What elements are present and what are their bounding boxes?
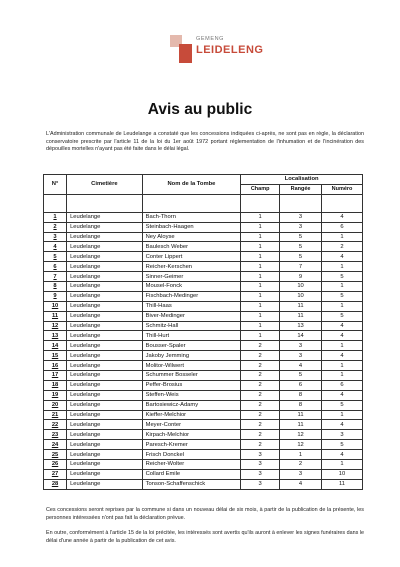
row-champ: 1	[241, 272, 280, 282]
row-number: 27	[44, 469, 67, 479]
row-cemetery: Leudelange	[67, 282, 143, 292]
row-rangee: 11	[280, 420, 322, 430]
row-grave-name: Steinbach-Haagen	[142, 222, 241, 232]
row-numero: 4	[322, 351, 363, 361]
row-cemetery: Leudelange	[67, 361, 143, 371]
row-number: 17	[44, 371, 67, 381]
row-grave-name: Reicher-Wolter	[142, 460, 241, 470]
row-numero: 4	[322, 212, 363, 222]
row-grave-name: Thill-Haas	[142, 301, 241, 311]
row-cemetery: Leudelange	[67, 291, 143, 301]
row-number: 7	[44, 272, 67, 282]
row-grave-name: Baulesch Weber	[142, 242, 241, 252]
row-numero: 5	[322, 291, 363, 301]
logo-mark-icon	[170, 35, 192, 63]
removal-paragraph: En outre, conformément à l'article 15 de la loi précitée, les intéressés sont avertis qu'ils auront à enlever les signes funéraires dans le délai d'une année à partir de la publication de cet avis.	[46, 530, 364, 544]
table-row	[44, 272, 363, 282]
table-row	[44, 460, 363, 470]
row-champ: 2	[241, 361, 280, 371]
row-grave-name: Biver-Medinger	[142, 311, 241, 321]
row-number: 26	[44, 460, 67, 470]
table-row	[44, 311, 363, 321]
row-rangee: 8	[280, 400, 322, 410]
row-cemetery: Leudelange	[67, 430, 143, 440]
table-spacer-row	[44, 194, 363, 212]
row-numero: 5	[322, 272, 363, 282]
row-number: 28	[44, 479, 67, 489]
row-rangee: 5	[280, 232, 322, 242]
row-champ: 3	[241, 450, 280, 460]
row-champ: 1	[241, 311, 280, 321]
row-champ: 1	[241, 282, 280, 292]
row-rangee: 10	[280, 291, 322, 301]
row-champ: 3	[241, 460, 280, 470]
row-rangee: 10	[280, 282, 322, 292]
row-grave-name: Kirpach-Melchior	[142, 430, 241, 440]
row-grave-name: Frisch Donckel	[142, 450, 241, 460]
table-row	[44, 341, 363, 351]
intro-paragraph: L'Administration communale de Leudelange a constaté que les concessions indiquées ci-après, ne sont pas en règle, la déclaration conservatoire prescrite par l'article 11 de la loi du 1er août 1972 portant réglementation de l'inhumation et de l'incinération des dépouilles mortelles n'ayant pas été faite dans le délai légal.	[46, 131, 364, 153]
row-champ: 1	[241, 321, 280, 331]
table-row	[44, 420, 363, 430]
table-row	[44, 380, 363, 390]
row-number: 25	[44, 450, 67, 460]
row-grave-name: Ney Aloyse	[142, 232, 241, 242]
row-rangee: 3	[280, 222, 322, 232]
table-row	[44, 262, 363, 272]
table-row	[44, 479, 363, 489]
header-numero: Numéro	[322, 184, 363, 194]
row-rangee: 11	[280, 301, 322, 311]
row-numero: 1	[322, 410, 363, 420]
table-row	[44, 242, 363, 252]
row-champ: 1	[241, 331, 280, 341]
table-row	[44, 291, 363, 301]
header-rangee: Rangée	[280, 184, 322, 194]
table-row	[44, 232, 363, 242]
row-numero: 6	[322, 380, 363, 390]
row-rangee: 4	[280, 479, 322, 489]
row-champ: 1	[241, 291, 280, 301]
row-champ: 1	[241, 262, 280, 272]
row-grave-name: Paresch-Kremer	[142, 440, 241, 450]
row-numero: 4	[322, 420, 363, 430]
row-grave-name: Conter Lippert	[142, 252, 241, 262]
row-rangee: 8	[280, 390, 322, 400]
row-numero: 1	[322, 232, 363, 242]
row-numero: 6	[322, 222, 363, 232]
row-number: 13	[44, 331, 67, 341]
row-grave-name: Schmitz-Hall	[142, 321, 241, 331]
header-champ: Champ	[241, 184, 280, 194]
row-number: 14	[44, 341, 67, 351]
row-grave-name: Bach-Thorn	[142, 212, 241, 222]
row-numero: 1	[322, 371, 363, 381]
row-grave-name: Kieffer-Melchior	[142, 410, 241, 420]
row-grave-name: Reicher-Kerschen	[142, 262, 241, 272]
row-champ: 2	[241, 341, 280, 351]
row-numero: 5	[322, 311, 363, 321]
commune-logo	[170, 35, 290, 63]
row-number: 12	[44, 321, 67, 331]
row-numero: 4	[322, 331, 363, 341]
logo-top-text: GEMENG	[196, 36, 225, 42]
row-number: 4	[44, 242, 67, 252]
table-row	[44, 469, 363, 479]
row-champ: 1	[241, 232, 280, 242]
row-number: 11	[44, 311, 67, 321]
row-number: 23	[44, 430, 67, 440]
header-grave-name: Nom de la Tombe	[142, 175, 241, 195]
table-row	[44, 252, 363, 262]
row-champ: 1	[241, 252, 280, 262]
row-number: 21	[44, 410, 67, 420]
table-row	[44, 430, 363, 440]
row-rangee: 6	[280, 380, 322, 390]
row-number: 20	[44, 400, 67, 410]
row-champ: 2	[241, 390, 280, 400]
page-title: Avis au public	[147, 101, 253, 118]
table-row	[44, 400, 363, 410]
table-row	[44, 301, 363, 311]
row-cemetery: Leudelange	[67, 460, 143, 470]
row-grave-name: Molitor-Wilwert	[142, 361, 241, 371]
row-cemetery: Leudelange	[67, 371, 143, 381]
row-number: 19	[44, 390, 67, 400]
row-numero: 5	[322, 400, 363, 410]
row-number: 15	[44, 351, 67, 361]
row-rangee: 14	[280, 331, 322, 341]
row-grave-name: Steffen-Weis	[142, 390, 241, 400]
row-rangee: 3	[280, 341, 322, 351]
row-numero: 1	[322, 262, 363, 272]
row-grave-name: Bartosiewicz-Adamy	[142, 400, 241, 410]
row-number: 22	[44, 420, 67, 430]
row-rangee: 5	[280, 242, 322, 252]
table-row	[44, 351, 363, 361]
row-number: 5	[44, 252, 67, 262]
table-header-row	[44, 175, 363, 185]
row-cemetery: Leudelange	[67, 212, 143, 222]
row-rangee: 5	[280, 252, 322, 262]
table-row	[44, 390, 363, 400]
row-champ: 1	[241, 301, 280, 311]
row-cemetery: Leudelange	[67, 252, 143, 262]
header-cemetery: Cimetière	[67, 175, 143, 195]
row-cemetery: Leudelange	[67, 440, 143, 450]
row-cemetery: Leudelange	[67, 301, 143, 311]
header-number: N°	[44, 175, 67, 195]
row-cemetery: Leudelange	[67, 410, 143, 420]
row-cemetery: Leudelange	[67, 262, 143, 272]
row-cemetery: Leudelange	[67, 351, 143, 361]
row-numero: 1	[322, 282, 363, 292]
row-champ: 3	[241, 469, 280, 479]
row-numero: 1	[322, 460, 363, 470]
row-numero: 10	[322, 469, 363, 479]
row-champ: 2	[241, 371, 280, 381]
table-row	[44, 371, 363, 381]
table-row	[44, 282, 363, 292]
row-numero: 1	[322, 301, 363, 311]
header-localisation: Localisation	[241, 175, 363, 185]
concessions-table	[43, 174, 363, 490]
row-rangee: 13	[280, 321, 322, 331]
row-cemetery: Leudelange	[67, 390, 143, 400]
row-champ: 2	[241, 380, 280, 390]
row-rangee: 3	[280, 351, 322, 361]
row-number: 6	[44, 262, 67, 272]
row-cemetery: Leudelange	[67, 420, 143, 430]
row-numero: 4	[322, 450, 363, 460]
row-champ: 2	[241, 400, 280, 410]
row-number: 16	[44, 361, 67, 371]
table-row	[44, 321, 363, 331]
row-champ: 3	[241, 479, 280, 489]
row-numero: 3	[322, 430, 363, 440]
row-rangee: 1	[280, 450, 322, 460]
row-numero: 11	[322, 479, 363, 489]
row-champ: 2	[241, 420, 280, 430]
logo-name: LEIDELENG	[196, 44, 264, 56]
row-rangee: 11	[280, 410, 322, 420]
row-grave-name: Schummer Bosseler	[142, 371, 241, 381]
row-grave-name: Peffer-Brosius	[142, 380, 241, 390]
row-rangee: 3	[280, 469, 322, 479]
row-grave-name: Thill-Hurt	[142, 331, 241, 341]
row-cemetery: Leudelange	[67, 222, 143, 232]
row-rangee: 7	[280, 262, 322, 272]
row-champ: 1	[241, 222, 280, 232]
table-row	[44, 450, 363, 460]
row-champ: 1	[241, 212, 280, 222]
table-row	[44, 440, 363, 450]
row-grave-name: Collard Emile	[142, 469, 241, 479]
row-number: 10	[44, 301, 67, 311]
row-champ: 2	[241, 440, 280, 450]
row-grave-name: Sinner-Geimer	[142, 272, 241, 282]
row-rangee: 11	[280, 311, 322, 321]
row-cemetery: Leudelange	[67, 242, 143, 252]
row-rangee: 12	[280, 430, 322, 440]
row-rangee: 9	[280, 272, 322, 282]
row-rangee: 3	[280, 212, 322, 222]
notice-paragraph: Ces concessions seront reprises par la commune si dans un nouveau délai de six mois, à partir de la publication de la présente, les personnes intéressées n'ont pas fait la déclaration prévue.	[46, 507, 364, 521]
row-numero: 1	[322, 341, 363, 351]
table-row	[44, 222, 363, 232]
row-numero: 1	[322, 361, 363, 371]
row-cemetery: Leudelange	[67, 272, 143, 282]
row-cemetery: Leudelange	[67, 341, 143, 351]
row-cemetery: Leudelange	[67, 311, 143, 321]
table-row	[44, 361, 363, 371]
row-rangee: 5	[280, 371, 322, 381]
row-cemetery: Leudelange	[67, 380, 143, 390]
row-number: 1	[44, 212, 67, 222]
row-number: 3	[44, 232, 67, 242]
row-numero: 5	[322, 440, 363, 450]
row-number: 8	[44, 282, 67, 292]
row-grave-name: Meyer-Conter	[142, 420, 241, 430]
row-numero: 2	[322, 242, 363, 252]
row-cemetery: Leudelange	[67, 479, 143, 489]
table-row	[44, 410, 363, 420]
row-cemetery: Leudelange	[67, 400, 143, 410]
row-rangee: 2	[280, 460, 322, 470]
row-champ: 2	[241, 410, 280, 420]
row-grave-name: Bousser-Spaler	[142, 341, 241, 351]
row-numero: 4	[322, 252, 363, 262]
row-cemetery: Leudelange	[67, 450, 143, 460]
row-number: 18	[44, 380, 67, 390]
row-champ: 1	[241, 242, 280, 252]
row-cemetery: Leudelange	[67, 232, 143, 242]
row-champ: 2	[241, 351, 280, 361]
row-cemetery: Leudelange	[67, 321, 143, 331]
row-grave-name: Fischbach-Medinger	[142, 291, 241, 301]
row-numero: 4	[322, 321, 363, 331]
table-row	[44, 212, 363, 222]
table-row	[44, 331, 363, 341]
row-champ: 2	[241, 430, 280, 440]
row-number: 9	[44, 291, 67, 301]
row-rangee: 4	[280, 361, 322, 371]
row-cemetery: Leudelange	[67, 469, 143, 479]
row-grave-name: Mousel-Fonck	[142, 282, 241, 292]
row-numero: 4	[322, 390, 363, 400]
row-rangee: 12	[280, 440, 322, 450]
row-grave-name: Jakoby Jemming	[142, 351, 241, 361]
row-grave-name: Tonson-Schaffenschick	[142, 479, 241, 489]
row-number: 2	[44, 222, 67, 232]
row-cemetery: Leudelange	[67, 331, 143, 341]
row-number: 24	[44, 440, 67, 450]
